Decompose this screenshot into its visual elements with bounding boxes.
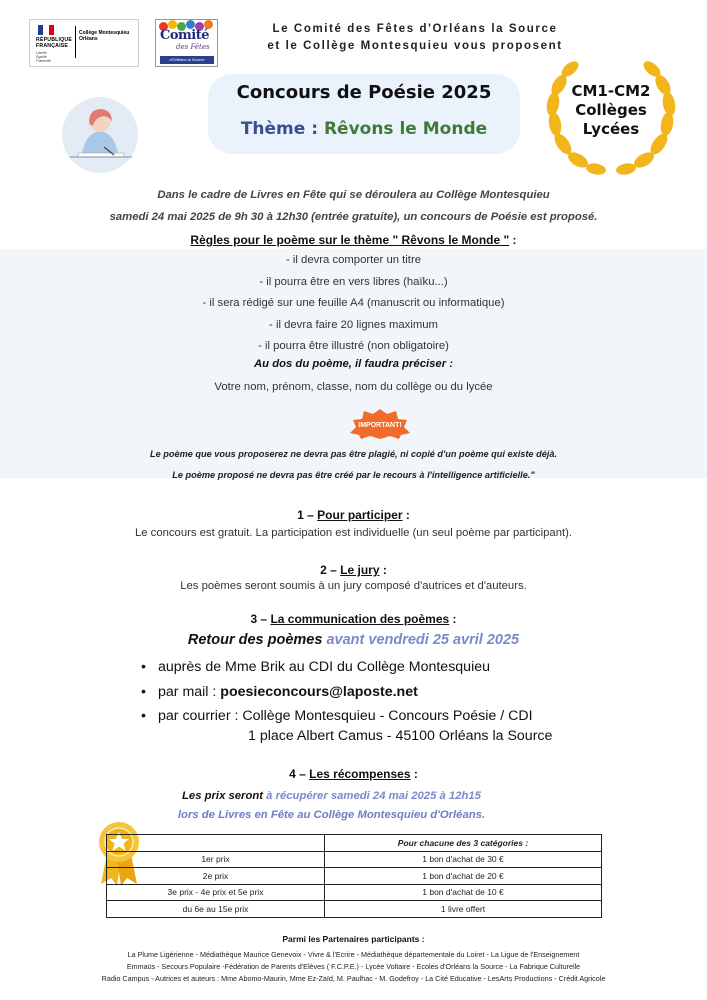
back-of-poem-heading: Au dos du poème, il faudra préciser :: [254, 358, 453, 370]
table-header-cell: Pour chacune des 3 catégories :: [325, 835, 602, 852]
republique-francaise-logo: [29, 19, 139, 67]
page-title: Concours de Poésie 2025: [236, 82, 492, 103]
prize-pickup-line2: lors de Livres en Fête au Collège Montesquieu d'Orléans.: [177, 809, 486, 821]
rule-item: - il pourra être illustré (non obligatoire): [258, 340, 449, 352]
section-participer-body: Le concours est gratuit. La participation est individuelle (un seul poème par participant).: [134, 527, 573, 539]
prize-pickup-line1: Les prix seront à récupérer samedi 24 mai 2025 à 12h15: [182, 790, 481, 802]
contact-email[interactable]: poesieconcours@laposte.net: [220, 683, 418, 700]
rules-heading: Règles pour le poème sur le thème " Rêvons le Monde " :: [190, 233, 517, 247]
table-header-cell: [107, 835, 325, 852]
logo-separator: [75, 26, 76, 58]
partners-title: Parmi les Partenaires participants :: [282, 934, 425, 944]
logo-college-name: Collège Montesquieu Orléans: [79, 30, 130, 42]
rule-item: - il pourra être en vers libres (haïku...): [259, 275, 448, 288]
table-row: [107, 851, 602, 868]
table-cell: 1 bon d'achat de 20 €: [325, 868, 602, 885]
header-intro-line1: Le Comité des Fêtes d'Orléans la Source: [272, 23, 558, 35]
intro-line1: Dans le cadre de Livres en Fête qui se déroulera au Collège Montesquieu: [157, 189, 550, 201]
intro-text: [40, 184, 667, 228]
section-jury-title: 2 – Le jury :: [320, 563, 387, 577]
partners-line: La Plume Ligérienne - Médiathèque Maurice Genevoix - Vivre & l'Ecrire - Médiathèque départementale du Loiret - La Ligue de l'Enseignement: [127, 950, 580, 959]
table-cell: 1 bon d'achat de 10 €: [325, 884, 602, 901]
table-cell: 1 bon d'achat de 30 €: [325, 851, 602, 868]
comite-des-fetes-logo: [155, 19, 218, 67]
list-item: • par courrier : Collège Montesquieu - Concours Poésie / CDI: [138, 704, 658, 729]
logo-rf-motto: Liberté Égalité Fraternité: [36, 51, 51, 63]
header-intro-line2: et le Collège Montesquieu vous proposent: [267, 40, 563, 52]
partners-list: [40, 949, 667, 985]
return-deadline: Retour des poèmes avant vendredi 25 avril 2025: [187, 632, 520, 648]
back-of-poem-text: Votre nom, prénom, classe, nom du collège ou du lycée: [214, 381, 493, 393]
logo-comite-name: Comité: [160, 28, 209, 43]
audience-badge: [553, 82, 669, 139]
table-cell: du 6e au 15e prix: [107, 901, 325, 918]
table-row: [107, 901, 602, 918]
partners-line: Radio Campus - Autrices et auteurs : Mme Abomo-Maurin, Mme Ez-Zaïd, M. Paulhac - M. Godefroy - La Cité Educative - LesArts Productions - Crédit Agricole: [101, 974, 606, 983]
rule-item: - il devra faire 20 lignes maximum: [269, 318, 438, 331]
rule-item: - il sera rédigé sur une feuille A4 (manuscrit ou informatique): [202, 297, 505, 309]
section-participer-title: 1 – Pour participer :: [297, 508, 410, 522]
french-flag-icon: [38, 25, 54, 35]
list-item: • auprès de Mme Brik au CDI du Collège Montesquieu: [138, 655, 658, 680]
table-header-row: [107, 835, 602, 852]
table-cell: 3e prix - 4e prix et 5e prix: [107, 884, 325, 901]
submission-methods: [138, 655, 658, 729]
important-stamp-icon: [349, 408, 411, 440]
rules-list: [0, 250, 707, 358]
table-row: [107, 868, 602, 885]
badge-line3: Lycées: [582, 120, 640, 138]
table-row: [107, 884, 602, 901]
theme-value: Rêvons le Monde: [323, 119, 488, 139]
theme-label: Thème :: [240, 119, 319, 139]
section-jury-body: Les poèmes seront soumis à un jury composé d'autrices et d'auteurs.: [180, 580, 527, 592]
section-recompenses-title: 4 – Les récompenses :: [289, 767, 418, 781]
partners-line: Emmaüs - Secours Populaire -Fédération de Parents d'Elèves ( F.C.P.E.) - Lycée Voltaire - Ecoles d'Orléans la Source - La Fabrique Culturelle: [126, 962, 581, 971]
theme-title: [208, 119, 520, 139]
list-item: • par mail : poesieconcours@laposte.net: [138, 680, 658, 705]
badge-line1: CM1-CM2: [571, 82, 651, 100]
table-cell: 1er prix: [107, 851, 325, 868]
rule-item: - il devra comporter un titre: [286, 254, 421, 266]
header-intro: [230, 21, 600, 55]
plagiarism-warning: [40, 444, 667, 486]
intro-line2: samedi 24 mai 2025 de 9h 30 à 12h30 (entrée gratuite), un concours de Poésie est proposé.: [109, 211, 598, 223]
logo-rf-text: RÉPUBLIQUE FRANÇAISE: [36, 37, 73, 49]
table-cell: 1 livre offert: [325, 901, 602, 918]
badge-line2: Collèges: [575, 101, 647, 119]
writing-girl-illustration: [60, 95, 140, 175]
logo-comite-sub: des Fêtes: [176, 43, 210, 51]
section-communication-title: 3 – La communication des poèmes :: [250, 612, 457, 626]
postal-address: 1 place Albert Camus - 45100 Orléans la Source: [248, 728, 553, 744]
warning-line2: Le poème proposé ne devra pas être créé par le recours à l'intelligence artificielle.": [172, 470, 535, 480]
table-cell: 2e prix: [107, 868, 325, 885]
warning-line1: Le poème que vous proposerez ne devra pas être plagié, ni copié d'un poème qui existe déjà.: [149, 449, 558, 459]
prize-table: [106, 834, 602, 918]
logo-comite-band: d'Orléans la Source: [160, 56, 214, 64]
important-label: IMPORTANT!: [358, 422, 402, 429]
